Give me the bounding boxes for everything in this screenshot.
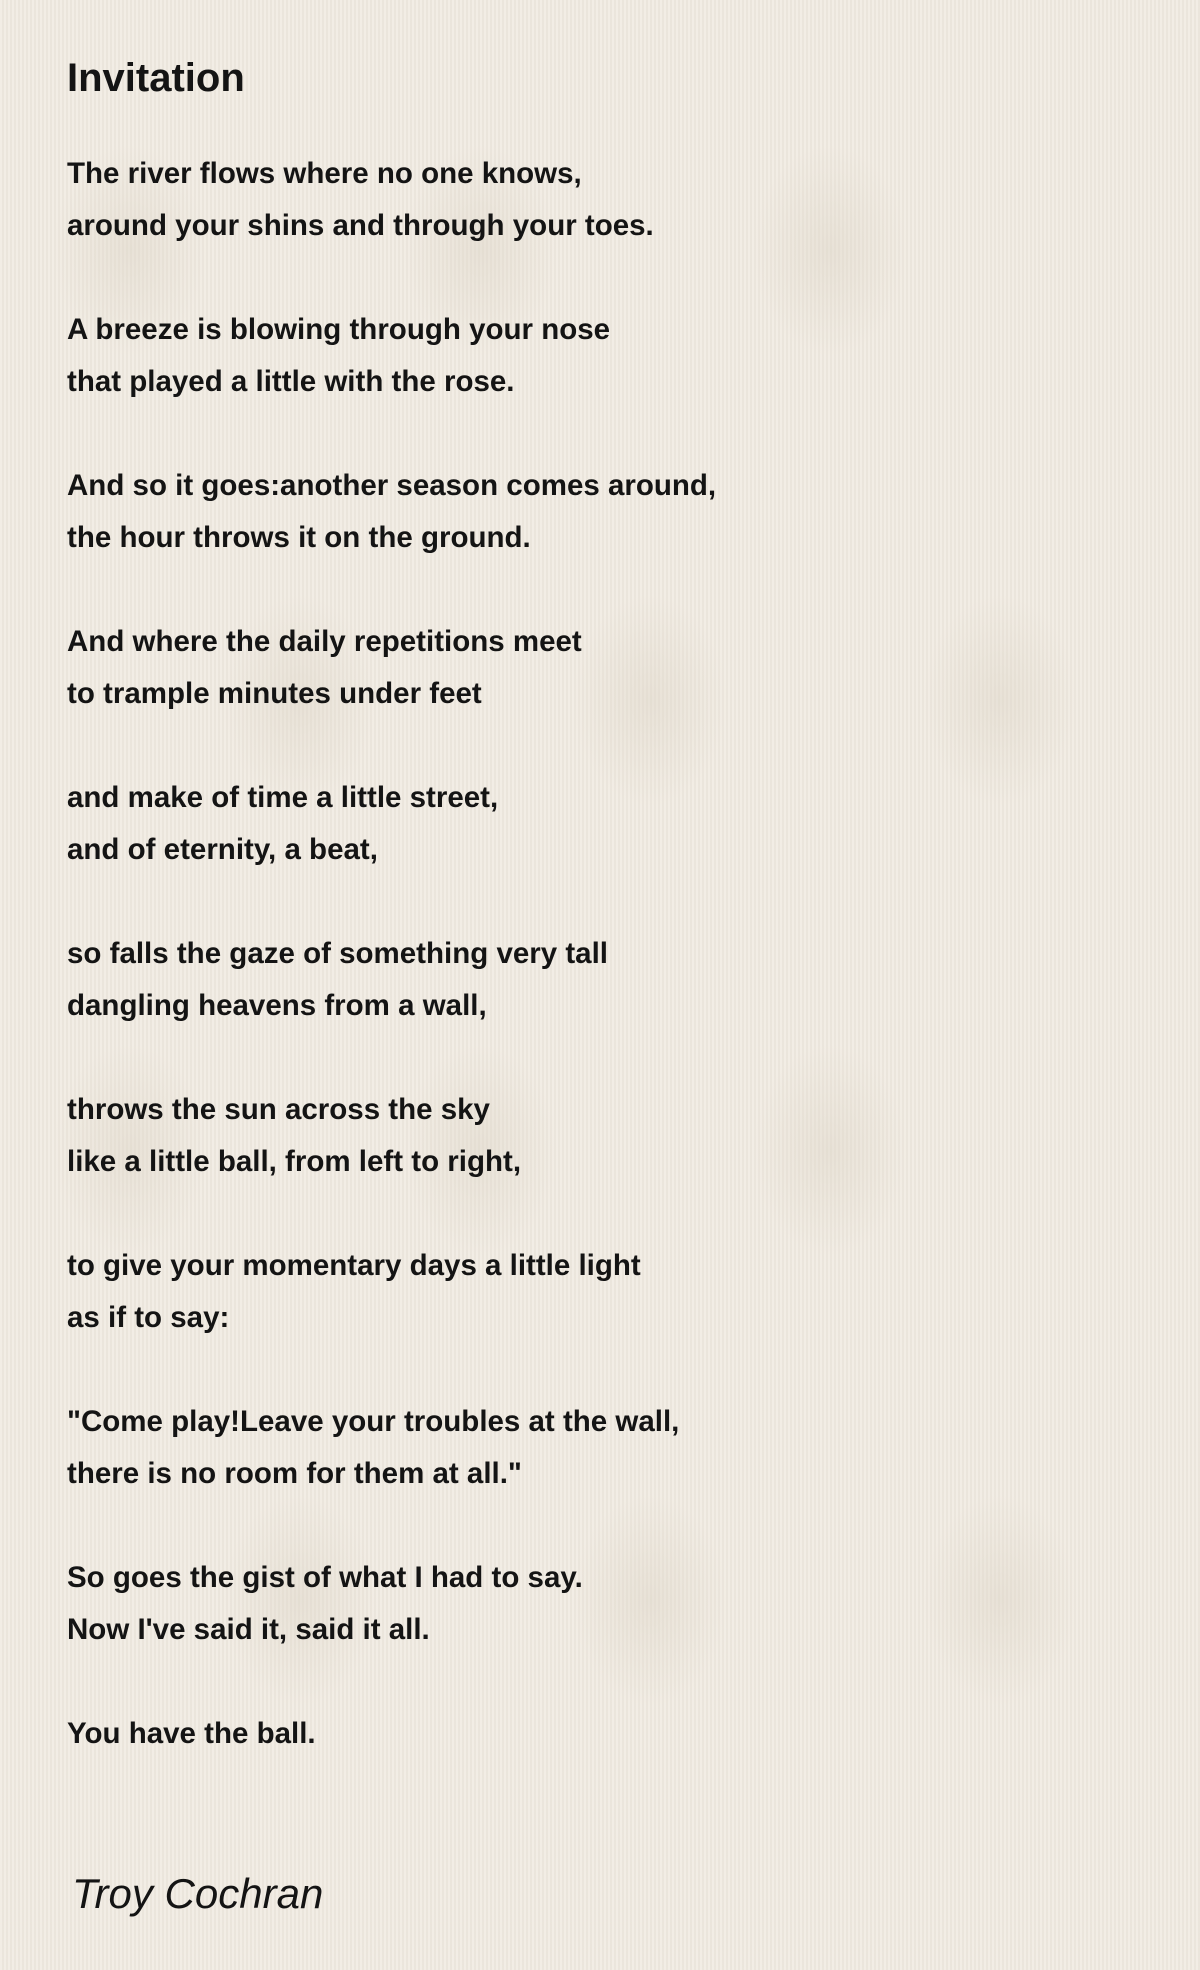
poem-line: And where the daily repetitions meet [67,625,582,658]
poem-line: around your shins and through your toes. [67,209,654,242]
stanza-2 [67,304,1147,408]
poem-line: throws the sun across the sky [67,1093,490,1126]
stanza-4 [67,616,1147,720]
poem-line: You have the ball. [67,1717,316,1750]
author-signature: Troy Cochran [72,1870,324,1917]
poem-title: Invitation [67,56,245,100]
poem-body [67,148,1147,1812]
poem-line: "Come play!Leave your troubles at the wall, [67,1405,680,1438]
poem-line: the hour throws it on the ground. [67,521,531,554]
poem-line: there is no room for them at all." [67,1457,522,1490]
poem-line: The river flows where no one knows, [67,157,582,190]
poem-line: to trample minutes under feet [67,677,482,710]
poem-line: And so it goes:another season comes around, [67,469,717,502]
poem-line: and make of time a little street, [67,781,499,814]
stanza-10 [67,1552,1147,1656]
stanza-8 [67,1240,1147,1344]
poem-line: as if to say: [67,1301,230,1334]
poem-line: like a little ball, from left to right, [67,1145,522,1178]
poem-line: so falls the gaze of something very tall [67,937,608,970]
stanza-5 [67,772,1147,876]
stanza-9 [67,1396,1147,1500]
poem-line: that played a little with the rose. [67,365,515,398]
poem-line: and of eternity, a beat, [67,833,378,866]
stanza-3 [67,460,1147,564]
stanza-11 [67,1708,1147,1760]
stanza-1 [67,148,1147,252]
poem-line: A breeze is blowing through your nose [67,313,611,346]
poem-line: So goes the gist of what I had to say. [67,1561,583,1594]
poem-line: dangling heavens from a wall, [67,989,487,1022]
poem-line: Now I've said it, said it all. [67,1613,430,1646]
stanza-7 [67,1084,1147,1188]
poem-line: to give your momentary days a little light [67,1249,641,1282]
stanza-6 [67,928,1147,1032]
